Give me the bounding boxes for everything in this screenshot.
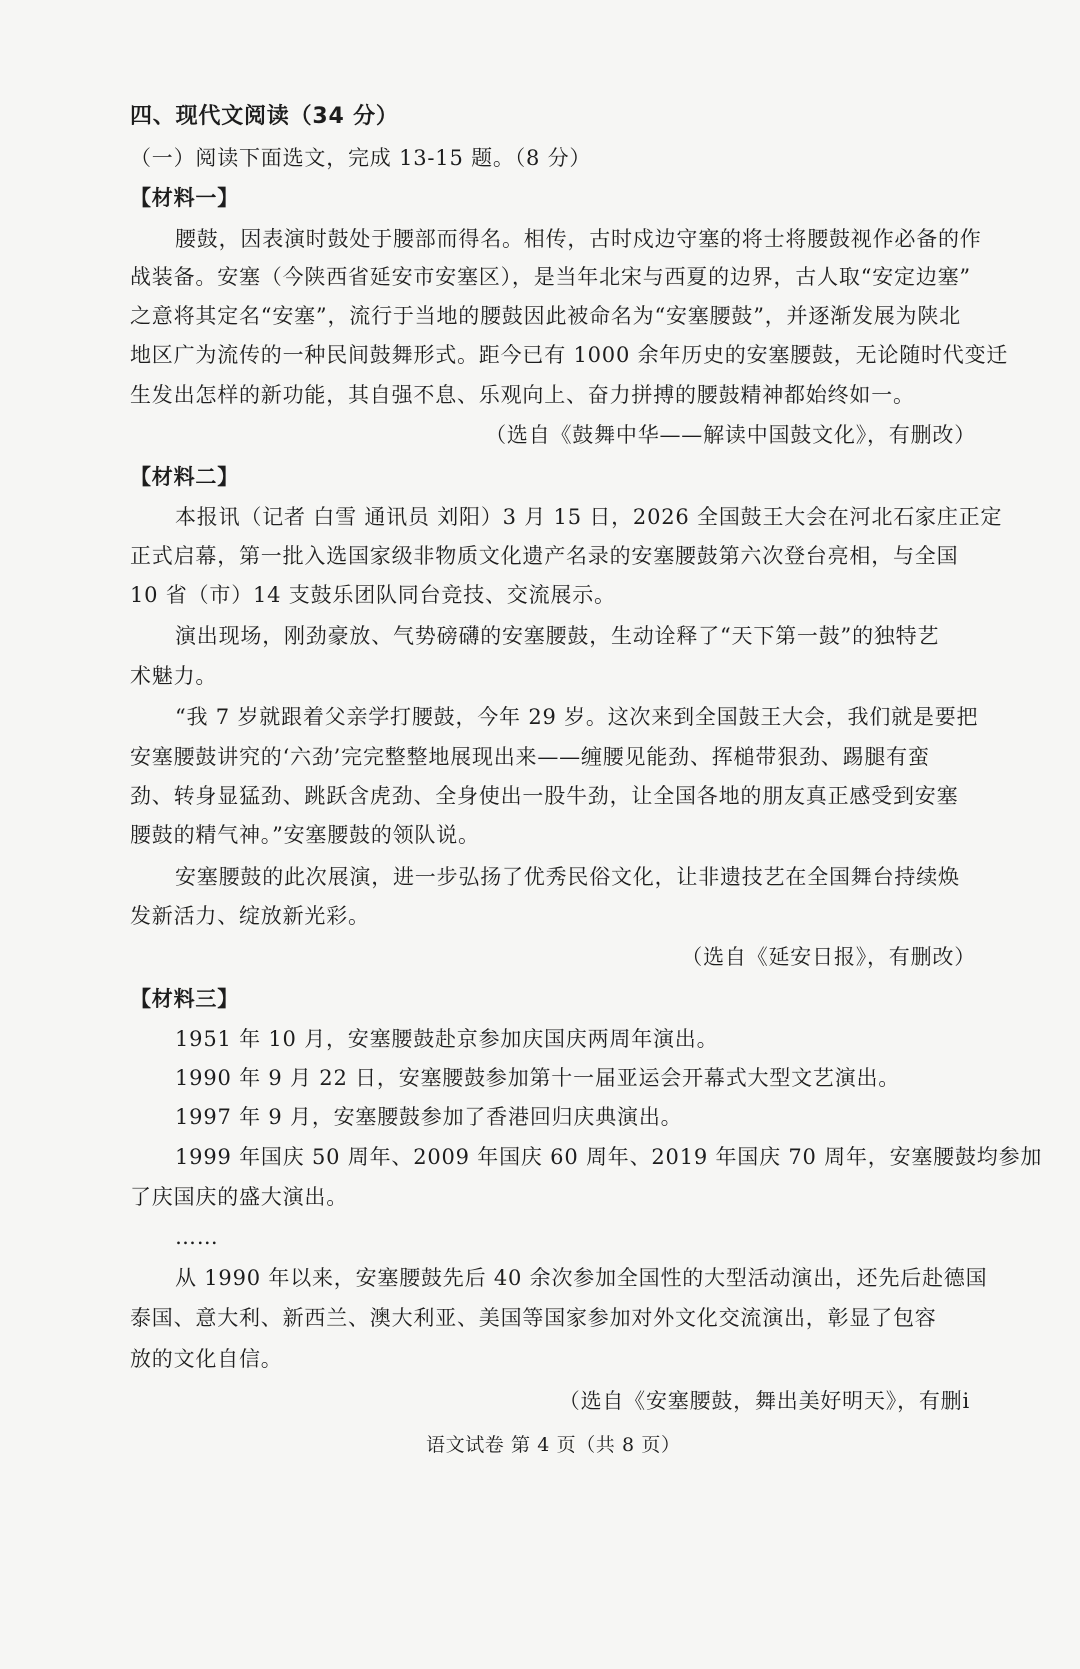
material2-line: 10 省（市）14 支鼓乐团队同台竞技、交流展示。 <box>130 583 616 607</box>
material2-line: “我 7 岁就跟着父亲学打腰鼓，今年 29 岁。这次来到全国鼓王大会，我们就是要把 <box>175 705 979 729</box>
material2-source: （选自《延安日报》，有删改） <box>681 945 976 969</box>
material3-line: 放的文化自信。 <box>130 1347 283 1371</box>
material2-line: 发新活力、绽放新光彩。 <box>130 904 370 928</box>
material2-line: 本报讯（记者 白雪 通讯员 刘阳）3 月 15 日，2026 全国鼓王大会在河北石家庄正定 <box>175 505 1003 529</box>
page-footer: 语文试卷 第 4 页（共 8 页） <box>426 1434 681 1456</box>
material1-label: 【材料一】 <box>130 185 239 210</box>
material3-line: 1951 年 10 月，安塞腰鼓赴京参加庆国庆两周年演出。 <box>175 1027 719 1051</box>
section-title: 四、现代文阅读（34 分） <box>130 104 399 129</box>
material2-line: 演出现场，刚劲豪放、气势磅礴的安塞腰鼓，生动诠释了“天下第一鼓”的独特艺 <box>175 624 940 648</box>
section-subtitle: （一）阅读下面选文，完成 13-15 题。（8 分） <box>130 146 592 170</box>
material3-line: 1999 年国庆 50 周年、2009 年国庆 60 周年、2019 年国庆 70 周年，安塞腰鼓均参加 <box>175 1145 1043 1169</box>
material3-line: 泰国、意大利、新西兰、澳大利亚、美国等国家参加对外文化交流演出，彰显了包容 <box>130 1306 937 1330</box>
material1-line: 之意将其定名“安塞”，流行于当地的腰鼓因此被命名为“安塞腰鼓”，并逐渐发展为陕北 <box>130 304 961 328</box>
material3-line: 从 1990 年以来，安塞腰鼓先后 40 余次参加全国性的大型活动演出，还先后赴德国 <box>175 1266 988 1290</box>
material2-line: 正式启幕，第一批入选国家级非物质文化遗产名录的安塞腰鼓第六次登台亮相，与全国 <box>130 544 959 568</box>
material1-line: 战装备。安塞（今陕西省延安市安塞区），是当年北宋与西夏的边界，古人取“安定边塞” <box>130 265 971 289</box>
material3-line: 1997 年 9 月，安塞腰鼓参加了香港回归庆典演出。 <box>175 1105 683 1129</box>
material2-line: 安塞腰鼓讲究的‘六劲’完完整整地展现出来——缠腰见能劲、挥槌带狠劲、踢腿有蛮 <box>130 745 930 769</box>
material2-line: 术魅力。 <box>130 664 218 688</box>
material3-line: 1990 年 9 月 22 日，安塞腰鼓参加第十一届亚运会开幕式大型文艺演出。 <box>175 1066 901 1090</box>
material1-line: 腰鼓，因表演时鼓处于腰部而得名。相传，古时戍边守塞的将士将腰鼓视作必备的作 <box>175 227 982 251</box>
material3-source: （选自《安塞腰鼓，舞出美好明天》，有删i <box>558 1389 970 1413</box>
material3-label: 【材料三】 <box>130 986 239 1011</box>
material2-label: 【材料二】 <box>130 464 239 489</box>
material3-line: …… <box>175 1225 219 1249</box>
material2-line: 劲、转身显猛劲、跳跃含虎劲、全身使出一股牛劲，让全国各地的朋友真正感受到安塞 <box>130 784 959 808</box>
material2-line: 腰鼓的精气神。”安塞腰鼓的领队说。 <box>130 823 480 847</box>
material1-line: 地区广为流传的一种民间鼓舞形式。距今已有 1000 余年历史的安塞腰鼓，无论随时代变迁 <box>130 343 1009 367</box>
material2-line: 安塞腰鼓的此次展演，进一步弘扬了优秀民俗文化，让非遗技艺在全国舞台持续焕 <box>175 865 960 889</box>
material1-source: （选自《鼓舞中华——解读中国鼓文化》，有删改） <box>485 423 976 447</box>
material1-line: 生发出怎样的新功能，其自强不息、乐观向上、奋力拼搏的腰鼓精神都始终如一。 <box>130 383 915 407</box>
material3-line: 了庆国庆的盛大演出。 <box>130 1185 348 1209</box>
